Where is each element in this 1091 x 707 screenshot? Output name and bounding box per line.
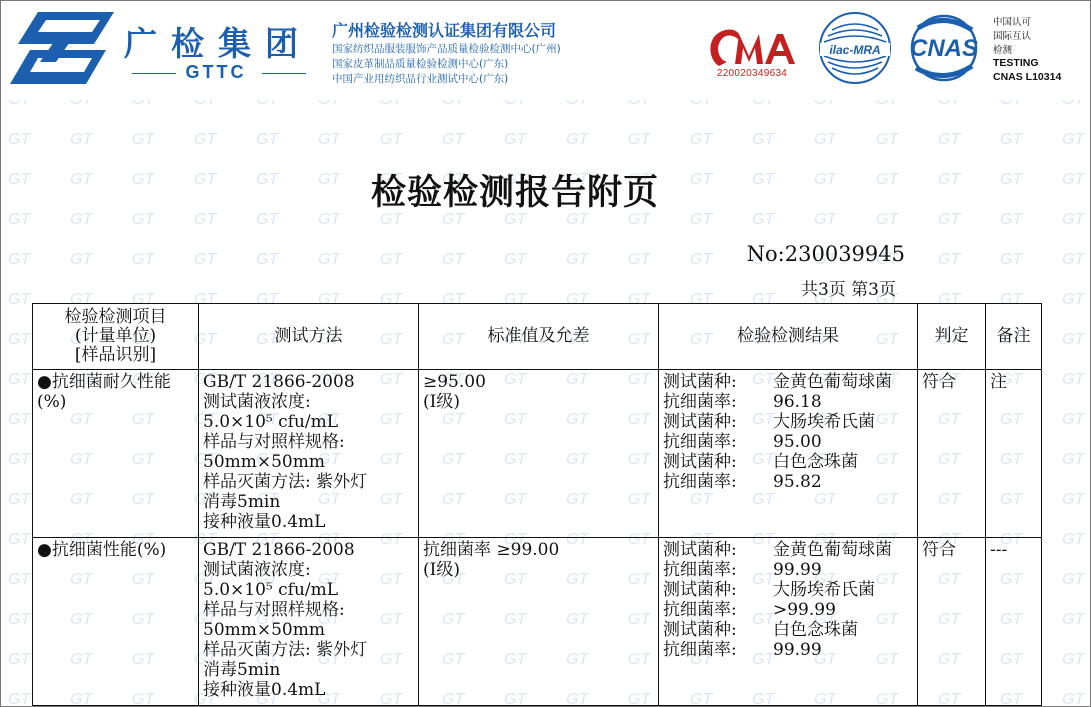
page-counter: 共3页 第3页 bbox=[800, 280, 896, 300]
cnas-caption: 中国认可 bbox=[993, 17, 1032, 28]
header-judgement: 判定 bbox=[918, 304, 986, 370]
judgement-cell: 符合 bbox=[918, 370, 986, 538]
standard-cell: ≥95.00 (I级) bbox=[419, 370, 659, 538]
remark-cell: --- bbox=[986, 538, 1042, 706]
organization-line: 中国产业用纺织品行业测试中心(广东) bbox=[332, 73, 509, 85]
cnas-icon bbox=[898, 14, 990, 82]
cnas-number: CNAS L10314 bbox=[993, 71, 1062, 83]
organization-line: 国家纺织品服装服饰产品质量检验检测中心(广州) bbox=[332, 43, 561, 55]
gttc-logo-icon bbox=[8, 10, 116, 86]
result-cell: 测试菌种: 金黄色葡萄球菌 抗细菌率: 96.18 测试菌种: 大肠埃希氏菌 抗细菌率: 95.00 测试菌种: 白色念珠菌 抗细菌率: 95.82 bbox=[659, 370, 918, 538]
table-row bbox=[33, 370, 1042, 538]
item-cell: ●抗细菌性能(%) bbox=[33, 538, 199, 706]
remark-cell: 注 bbox=[986, 370, 1042, 538]
header-method: 测试方法 bbox=[199, 304, 419, 370]
item-cell: ●抗细菌耐久性能 (%) bbox=[33, 370, 199, 538]
judgement-cell: 符合 bbox=[918, 538, 986, 706]
header-standard: 标准值及允差 bbox=[419, 304, 659, 370]
brand-name-cn: 广检集团 bbox=[124, 24, 312, 63]
result-cell: 测试菌种: 金黄色葡萄球菌 抗细菌率: 99.99 测试菌种: 大肠埃希氏菌 抗细菌率: >99.99 测试菌种: 白色念珠菌 抗细菌率: 99.99 bbox=[659, 538, 918, 706]
method-cell: GB/T 21866-2008 测试菌液浓度: 5.0×10⁵ cfu/mL 样品与对照样规格: 50mm×50mm 样品灭菌方法: 紫外灯 消毒5min 接种液量0.4mL bbox=[199, 538, 419, 706]
ilac-mra-icon bbox=[814, 10, 896, 86]
cnas-caption: 检测 bbox=[993, 45, 1013, 56]
method-cell: GB/T 21866-2008 测试菌液浓度: 5.0×10⁵ cfu/mL 样品与对照样规格: 50mm×50mm 样品灭菌方法: 紫外灯 消毒5min 接种液量0.4mL bbox=[199, 370, 419, 538]
svg-text:ilac-MRA: ilac-MRA bbox=[829, 43, 881, 57]
brand-name-en: GTTC bbox=[120, 62, 312, 83]
header-result: 检验检测结果 bbox=[659, 304, 918, 370]
table-header-row bbox=[33, 304, 1042, 370]
header-remark: 备注 bbox=[986, 304, 1042, 370]
organization-name: 广州检验检测认证集团有限公司 bbox=[332, 21, 557, 40]
table-row bbox=[33, 538, 1042, 706]
standard-cell: 抗细菌率 ≥99.00 (I级) bbox=[419, 538, 659, 706]
cma-number: 220020349634 bbox=[716, 68, 788, 79]
organization-line: 国家皮革制品质量检验检测中心(广东) bbox=[332, 58, 509, 70]
page-title: 检验检测报告附页 bbox=[370, 172, 659, 213]
cnas-caption: 国际互认 bbox=[993, 31, 1032, 42]
report-number: No:230039945 bbox=[746, 242, 905, 266]
header-item: 检验检测项目 (计量单位) [样品识别] bbox=[33, 304, 199, 370]
svg-text:CNAS: CNAS bbox=[909, 35, 979, 62]
results-table bbox=[32, 303, 1042, 706]
cnas-testing-label: TESTING bbox=[993, 57, 1039, 69]
